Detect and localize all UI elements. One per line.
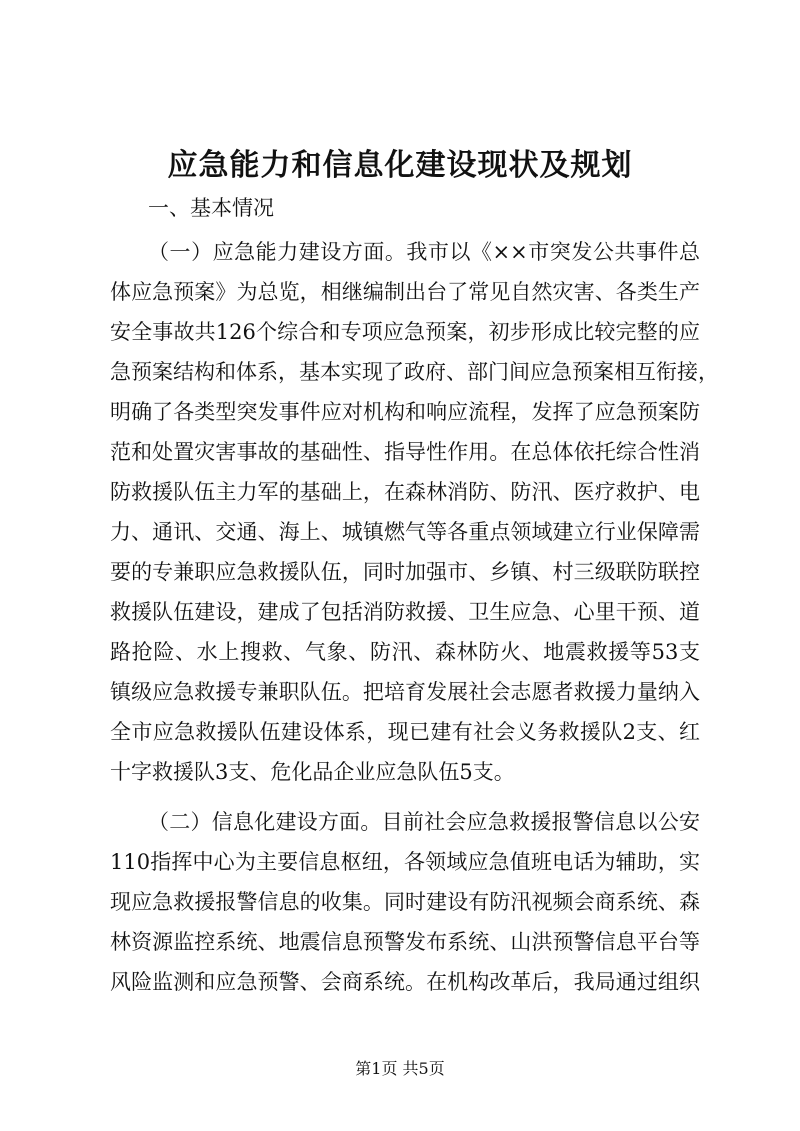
paragraph-line: 体应急预案》为总览，相继编制出台了常见自然灾害、各类生产 (110, 280, 700, 304)
paragraph-line: （一）应急能力建设方面。我市以《××市突发公共事件总 (148, 240, 700, 264)
paragraph-line: 力、通讯、交通、海上、城镇燃气等各重点领域建立行业保障需 (110, 520, 700, 544)
paragraph-line: （二）信息化建设方面。目前社会应急救援报警信息以公安 (148, 810, 700, 834)
paragraph-line: 镇级应急救援专兼职队伍。把培育发展社会志愿者救援力量纳入 (110, 680, 700, 704)
paragraph-line: 全市应急救援队伍建设体系，现已建有社会义务救援队2支、红 (110, 720, 700, 744)
paragraph-line: 现应急救援报警信息的收集。同时建设有防汛视频会商系统、森 (110, 890, 700, 914)
paragraph-line: 急预案结构和体系，基本实现了政府、部门间应急预案相互衔接， (110, 360, 719, 384)
section-heading: 一、基本情况 (148, 196, 274, 220)
paragraph-line: 110指挥中心为主要信息枢纽，各领域应急值班电话为辅助，实 (110, 850, 700, 874)
paragraph-line: 林资源监控系统、地震信息预警发布系统、山洪预警信息平台等 (110, 930, 700, 954)
paragraph-line: 防救援队伍主力军的基础上，在森林消防、防汛、医疗救护、电 (110, 480, 700, 504)
paragraph-line: 路抢险、水上搜救、气象、防汛、森林防火、地震救援等53支 (110, 640, 700, 664)
document-title: 应急能力和信息化建设现状及规划 (167, 148, 633, 183)
paragraph-line: 范和处置灾害事故的基础性、指导性作用。在总体依托综合性消 (110, 440, 700, 464)
paragraph-line: 要的专兼职应急救援队伍，同时加强市、乡镇、村三级联防联控 (110, 560, 700, 584)
page-number-footer: 第1页 共5页 (355, 1059, 445, 1078)
paragraph-line: 十字救援队3支、危化品企业应急队伍5支。 (110, 760, 515, 784)
paragraph-line: 安全事故共126个综合和专项应急预案，初步形成比较完整的应 (110, 320, 700, 344)
paragraph-line: 明确了各类型突发事件应对机构和响应流程，发挥了应急预案防 (110, 400, 700, 424)
paragraph-line: 风险监测和应急预警、会商系统。在机构改革后，我局通过组织 (110, 970, 700, 994)
paragraph-line: 救援队伍建设，建成了包括消防救援、卫生应急、心里干预、道 (110, 600, 700, 624)
